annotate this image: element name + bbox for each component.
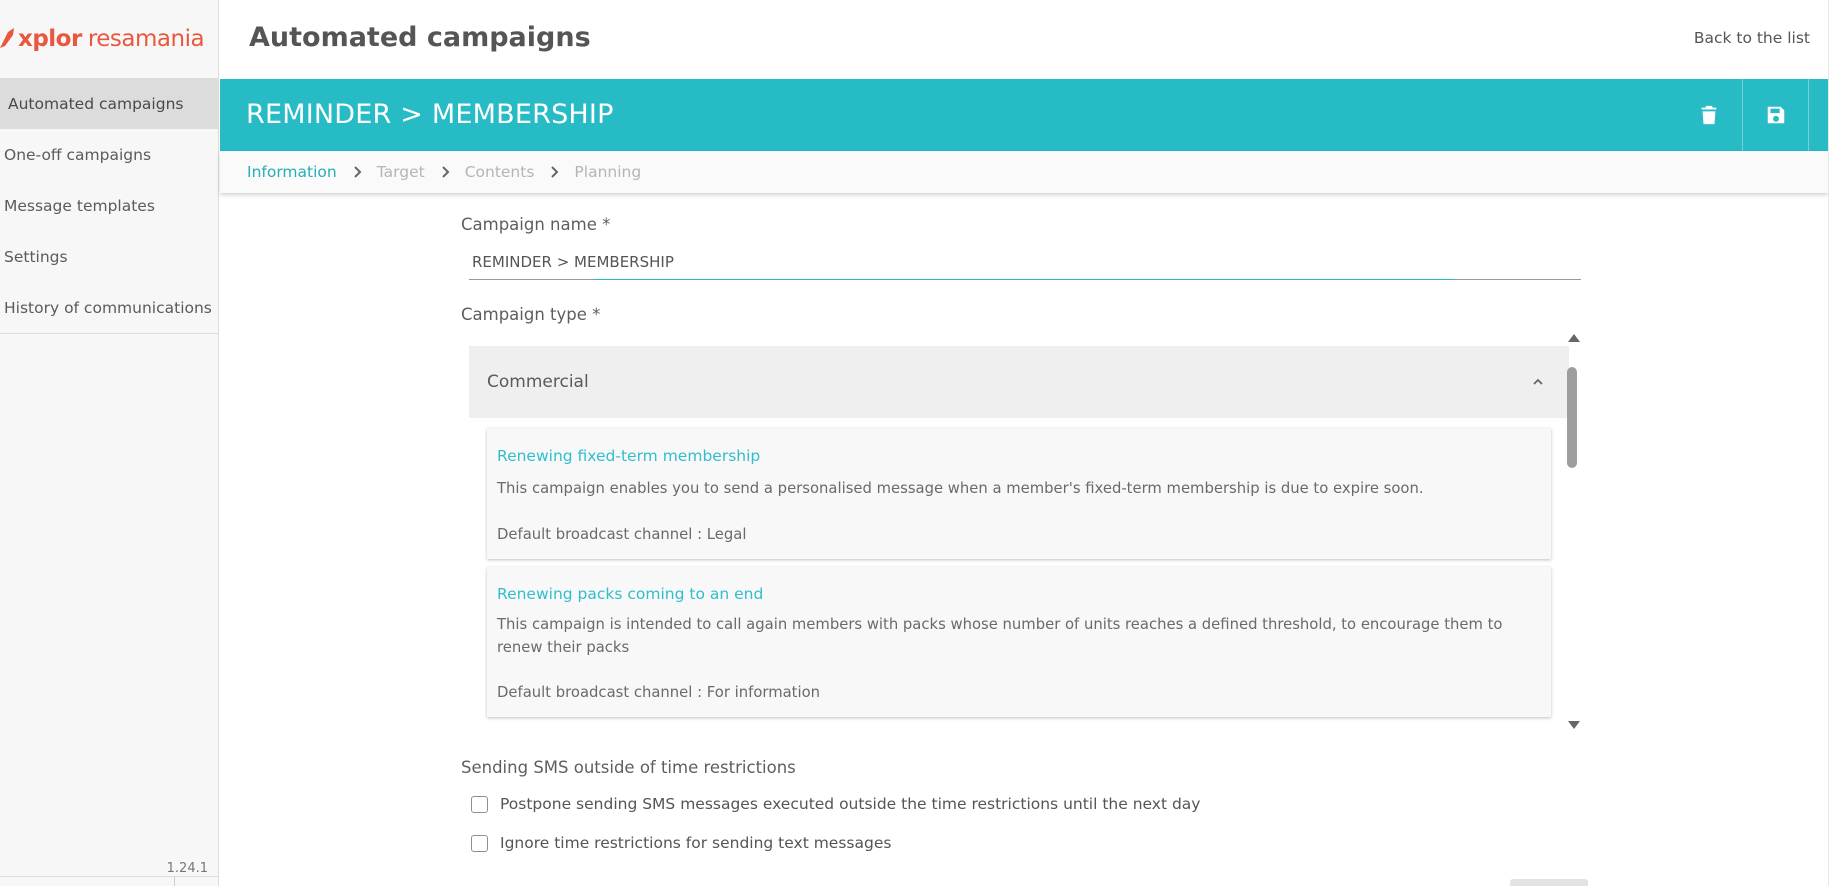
delete-button[interactable] [1676,79,1742,151]
step-information[interactable]: Information [247,163,337,181]
brand-logo[interactable] [0,20,204,58]
ignore-restrictions-checkbox[interactable] [471,835,488,852]
option-title: Renewing fixed-term membership [497,447,761,465]
sidebar-item-one-off-campaigns[interactable]: One-off campaigns [4,145,152,164]
wizard-stepper [220,151,1828,193]
chevron-right-icon [352,166,362,178]
accordion-label: Commercial [487,372,589,392]
rocket-icon [0,26,18,52]
campaign-type-option[interactable] [487,567,1551,717]
campaign-form [461,215,1581,852]
chevron-right-icon [440,166,450,178]
sidebar [0,0,219,886]
step-separator [337,166,377,178]
ignore-restrictions-option[interactable] [471,834,891,852]
window-edge [1828,0,1832,886]
sidebar-nav [0,78,219,334]
page-title: Automated campaigns [249,22,591,53]
campaign-type-option[interactable] [487,428,1551,559]
ignore-restrictions-label: Ignore time restrictions for sending text messages [500,834,892,852]
scroll-up-arrow-icon[interactable] [1568,334,1580,342]
banner-divider [1808,79,1828,151]
sidebar-footer [0,876,219,886]
step-separator [425,166,465,178]
campaign-name-field [469,246,1581,280]
step-target[interactable]: Target [376,163,425,181]
brand-name-part1: xplor [18,26,82,52]
scroll-down-arrow-icon[interactable] [1568,721,1580,729]
sidebar-item-automated-campaigns[interactable]: Automated campaigns [0,78,219,129]
brand-name-part2: resamania [87,26,205,52]
step-contents[interactable]: Contents [464,163,535,181]
scrollbar-thumb[interactable] [1567,367,1577,468]
top-bar [219,0,1832,79]
campaign-title: REMINDER > MEMBERSHIP [246,99,614,130]
postpone-sms-label: Postpone sending SMS messages executed outside the time restrictions until the next day [500,795,1201,813]
campaign-banner [220,79,1828,151]
chevron-right-icon [549,166,559,178]
chevron-up-icon [1533,378,1543,386]
sidebar-item-message-templates[interactable]: Message templates [4,196,155,215]
step-planning[interactable]: Planning [574,163,642,181]
type-panel-scrollbar[interactable] [1563,334,1583,729]
step-separator [534,166,574,178]
back-to-list-link[interactable]: Back to the list [1693,29,1810,47]
option-title: Renewing packs coming to an end [497,585,764,603]
next-button-edge[interactable] [1510,879,1588,886]
sidebar-item-history[interactable]: History of communications [4,298,212,317]
banner-actions [1676,79,1828,151]
accordion-commercial[interactable] [469,346,1569,418]
trash-icon [1698,104,1720,126]
option-channel: Default broadcast channel : For information [497,684,821,701]
sidebar-item-settings[interactable]: Settings [4,247,68,266]
option-description: This campaign is intended to call again members with packs whose number of units reaches a defined threshold, to encourage them to renew their packs [497,616,1503,656]
brand-name [18,26,204,52]
save-button[interactable] [1742,79,1808,151]
option-description: This campaign enables you to send a personalised message when a member's fixed-term membership is due to expire soon. [497,480,1424,497]
option-channel: Default broadcast channel : Legal [497,526,747,543]
app-version: 1.24.1 [166,861,208,876]
postpone-sms-checkbox[interactable] [471,796,488,813]
sms-restrictions-label: Sending SMS outside of time restrictions [461,758,796,777]
save-icon [1765,104,1787,126]
campaign-type-label: Campaign type * [461,305,601,324]
campaign-name-label: Campaign name * [461,215,611,234]
postpone-sms-option[interactable] [471,795,1200,813]
campaign-name-input[interactable] [469,246,1581,278]
campaign-type-panel [469,346,1569,733]
